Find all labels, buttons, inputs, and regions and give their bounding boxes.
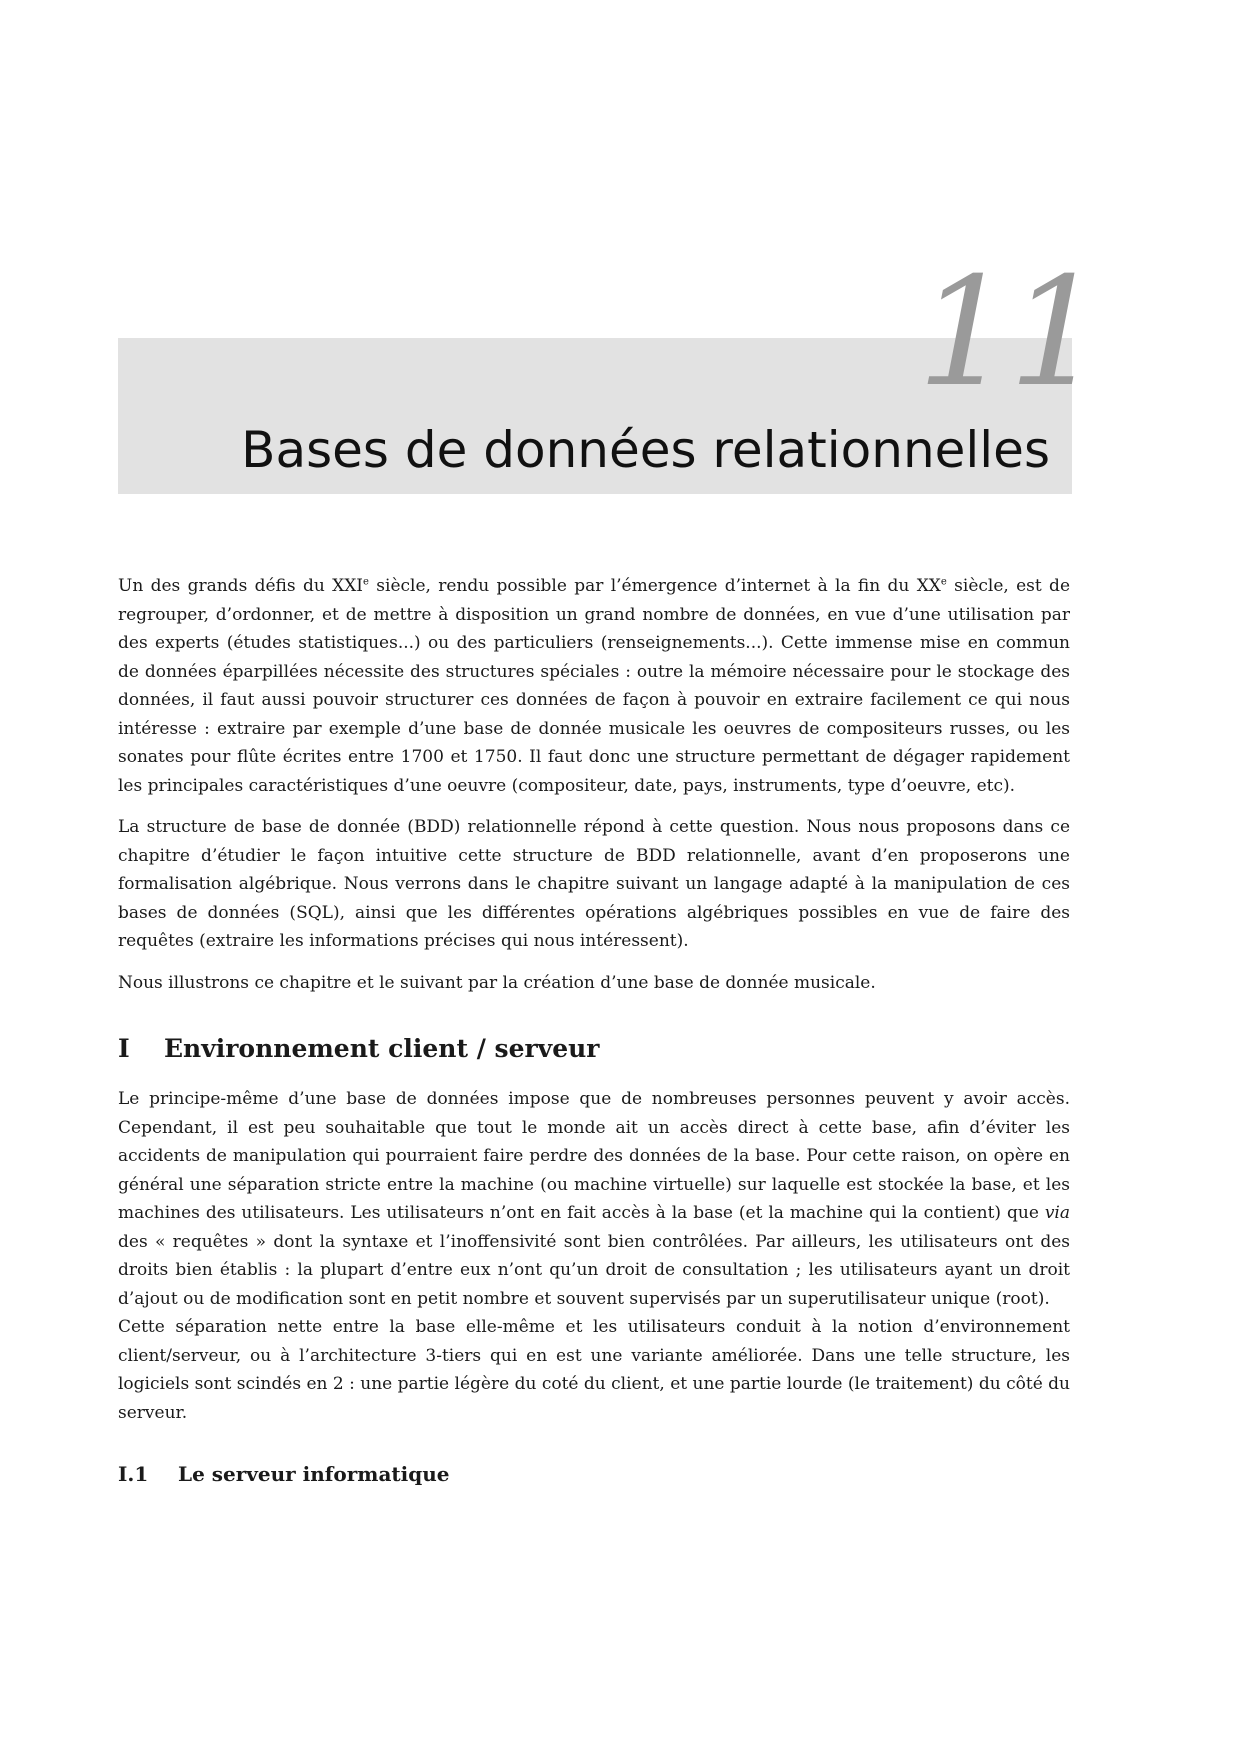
- subsection-number: I.1: [118, 1462, 149, 1486]
- subsection-title: Le serveur informatique: [178, 1462, 450, 1486]
- chapter-number: 11: [917, 246, 1100, 420]
- intro-paragraph-1: Un des grands défis du XXIe siècle, rendu possible par l’émergence d’internet à la fin du XXe siècle, est de regrouper, d’ordonner, et de mettre à disposition un grand nombre de données, en vue d’une utilisation par des experts (études statistiques...) ou des particuliers (renseignements...). Cette immense mise en commun de données éparpillées nécessite des structures spéciales : outre la mémoire nécessaire pour le stockage des données, il faut aussi pouvoir structurer ces données de façon à pouvoir en extraire facilement ce qui nous intéresse : extraire par exemple d’une base de donnée musicale les oeuvres de compositeurs russes, ou les sonates pour flûte écrites entre 1700 et 1750. Il faut donc une structure permettant de dégager rapidement les principales caractéristiques d’une oeuvre (compositeur, date, pays, instruments, type d’oeuvre, etc).: [118, 576, 1071, 796]
- section-paragraph-2: Cette séparation nette entre la base elle-même et les utilisateurs conduit à la notion d’environnement client/serveur, ou à l’architecture 3-tiers qui en est une variante améliorée. Dans une telle structure, les logiciels sont scindés en 2 : une partie légère du coté du client, et une partie lourde (le traitement) du côté du serveur.: [118, 1317, 1070, 1423]
- intro-paragraph-3: Nous illustrons ce chapitre et le suivant par la création d’une base de donnée musicale.: [118, 972, 876, 993]
- intro-paragraph-2: La structure de base de donnée (BDD) relationnelle répond à cette question. Nous nous proposons dans ce chapitre d’étudier le façon intuitive cette structure de BDD relationnelle, avant d’en proposerons une formalisation algébrique. Nous verrons dans le chapitre suivant un langage adapté à la manipulation de ces bases de données (SQL), ainsi que les différentes opérations algébriques possibles en vue de faire des requêtes (extraire les informations précises qui nous intéressent).: [118, 817, 1070, 951]
- page-body: [118, 572, 1070, 1491]
- subsection-heading: [118, 1457, 1070, 1491]
- section-paragraph-1: Le principe-même d’une base de données impose que de nombreuses personnes peuvent y avoir accès. Cependant, il est peu souhaitable que tout le monde ait un accès direct à cette base, afin d’éviter les accidents de manipulation qui pourraient faire perdre des données de la base. Pour cette raison, on opère en général une séparation stricte entre la machine (ou machine virtuelle) sur laquelle est stockée la base, et les machines des utilisateurs. Les utilisateurs n’ont en fait accès à la base (et la machine qui la contient) que via des « requêtes » dont la syntaxe et l’inoffensivité sont bien contrôlées. Par ailleurs, les utilisateurs ont des droits bien établis : la plupart d’entre eux n’ont qu’un droit de consultation ; les utilisateurs ayant un droit d’ajout ou de modification sont en petit nombre et souvent supervisés par un superutilisateur unique (root).: [118, 1089, 1070, 1309]
- section-heading: [118, 1029, 1070, 1069]
- chapter-title: Bases de données relationnelles: [241, 421, 1050, 479]
- section-number: I: [118, 1034, 130, 1063]
- section-title: Environnement client / serveur: [164, 1034, 600, 1063]
